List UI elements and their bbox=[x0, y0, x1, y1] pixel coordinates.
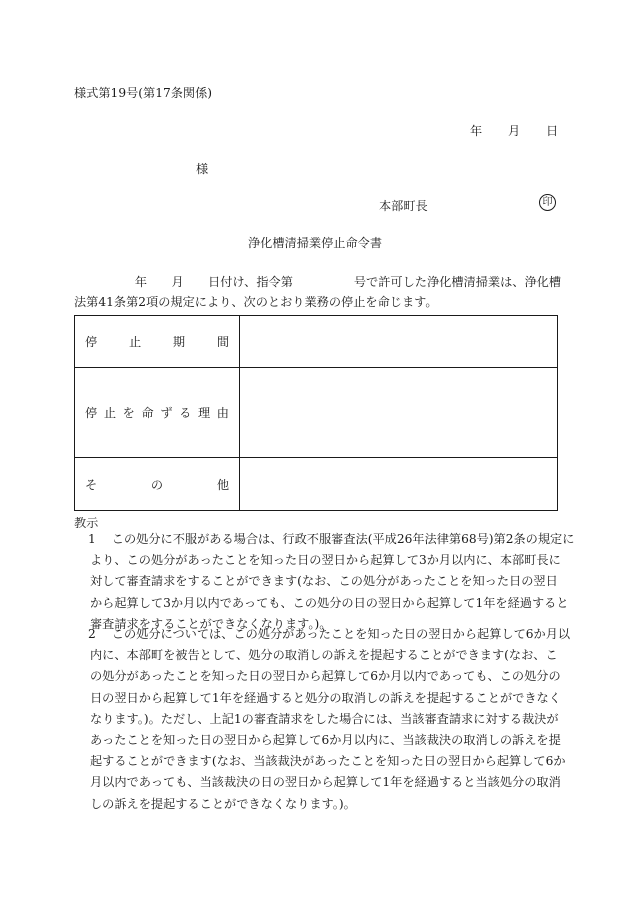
note-line: しの訴えを提起することができなくなります。)。 bbox=[90, 796, 356, 811]
form-number: 様式第19号(第17条関係) bbox=[74, 86, 213, 100]
note-line: 月以内であっても、当該裁決の日の翌日から起算して1年を経過すると当該処分の取消 bbox=[90, 775, 561, 790]
intro-line: 法第41条第2項の規定により、次のとおり業務の停止を命じます。 bbox=[74, 295, 438, 309]
seal-mark: 印 bbox=[539, 194, 556, 211]
note-item-1 bbox=[74, 529, 575, 635]
note-line: 審査請求をすることができなくなります。)。 bbox=[90, 616, 332, 631]
date-day-label: 日 bbox=[546, 124, 559, 138]
label-char: ず bbox=[160, 406, 173, 420]
row-value-other bbox=[240, 458, 558, 511]
note-number: 2 bbox=[88, 627, 96, 641]
note-line: あったことを知った日の翌日から起算して6か月以内に、当該裁決の取消しの訴えを提 bbox=[90, 732, 561, 747]
label-char: 間 bbox=[216, 335, 229, 349]
label-char: を bbox=[122, 406, 135, 420]
label-char: 由 bbox=[216, 406, 229, 420]
row-label-other bbox=[75, 458, 240, 511]
table-row bbox=[75, 368, 558, 458]
notes-heading: 教示 bbox=[74, 516, 99, 530]
intro-paragraph bbox=[74, 272, 562, 312]
label-char: 命 bbox=[141, 406, 154, 420]
note-number: 1 bbox=[88, 532, 96, 546]
note-line: 内に、本部町を被告として、処分の取消しの訴えを提起することができます(なお、こ bbox=[90, 648, 558, 663]
intro-line: 年 月 日付け、指令第 号で許可した浄化槽清掃業は、浄化槽 bbox=[74, 275, 562, 289]
label-char: 理 bbox=[197, 406, 211, 420]
note-line: 日の翌日から起算して1年を経過すると処分の取消しの訴えを提起することができなく bbox=[90, 690, 561, 705]
addressee-suffix: 様 bbox=[196, 162, 209, 176]
date-month-label: 月 bbox=[508, 124, 521, 138]
document-title: 浄化槽清掃業停止命令書 bbox=[247, 236, 383, 250]
note-line: この処分に不服がある場合は、行政不服審査法(平成26年法律第68号)第2条の規定に bbox=[111, 532, 575, 546]
note-line: 対して審査請求をすることができます(なお、この処分があったことを知った日の翌日 bbox=[90, 574, 558, 589]
label-char: 停 bbox=[85, 406, 98, 420]
note-line: から起算して3か月以内であっても、この処分の日の翌日から起算して1年を経過すると bbox=[90, 595, 569, 610]
note-line: の処分があったことを知った日の翌日から起算して6か月以内であっても、この処分の bbox=[90, 669, 561, 684]
info-table bbox=[74, 315, 558, 511]
note-line: この処分については、この処分があったことを知った日の翌日から起算して6か月以 bbox=[111, 627, 571, 641]
note-line: 起することができます(なお、当該裁決があったことを知った日の翌日から起算して6か bbox=[90, 754, 566, 769]
table-row bbox=[75, 458, 558, 511]
label-char: 止 bbox=[128, 335, 142, 349]
label-char: 停 bbox=[85, 335, 98, 349]
row-value-suspension-reason bbox=[240, 368, 558, 458]
label-char: 止 bbox=[103, 406, 117, 420]
table-row bbox=[75, 316, 558, 368]
label-char: る bbox=[179, 406, 192, 420]
label-char: そ bbox=[85, 477, 98, 492]
note-line: より、この処分があったことを知った日の翌日から起算して3か月以内に、本部町長に bbox=[90, 553, 561, 568]
date-year-label: 年 bbox=[470, 124, 483, 138]
label-char: 他 bbox=[216, 477, 229, 492]
row-label-suspension-period bbox=[75, 316, 240, 368]
label-char: の bbox=[150, 477, 164, 492]
row-label-suspension-reason bbox=[75, 368, 240, 458]
note-line: なります。)。ただし、上記1の審査請求をした場合には、当該審査請求に対する裁決が bbox=[90, 711, 559, 726]
label-char: 期 bbox=[172, 335, 186, 349]
issuer-name: 本部町長 bbox=[379, 199, 428, 213]
row-value-suspension-period bbox=[240, 316, 558, 368]
note-item-2 bbox=[74, 624, 571, 815]
